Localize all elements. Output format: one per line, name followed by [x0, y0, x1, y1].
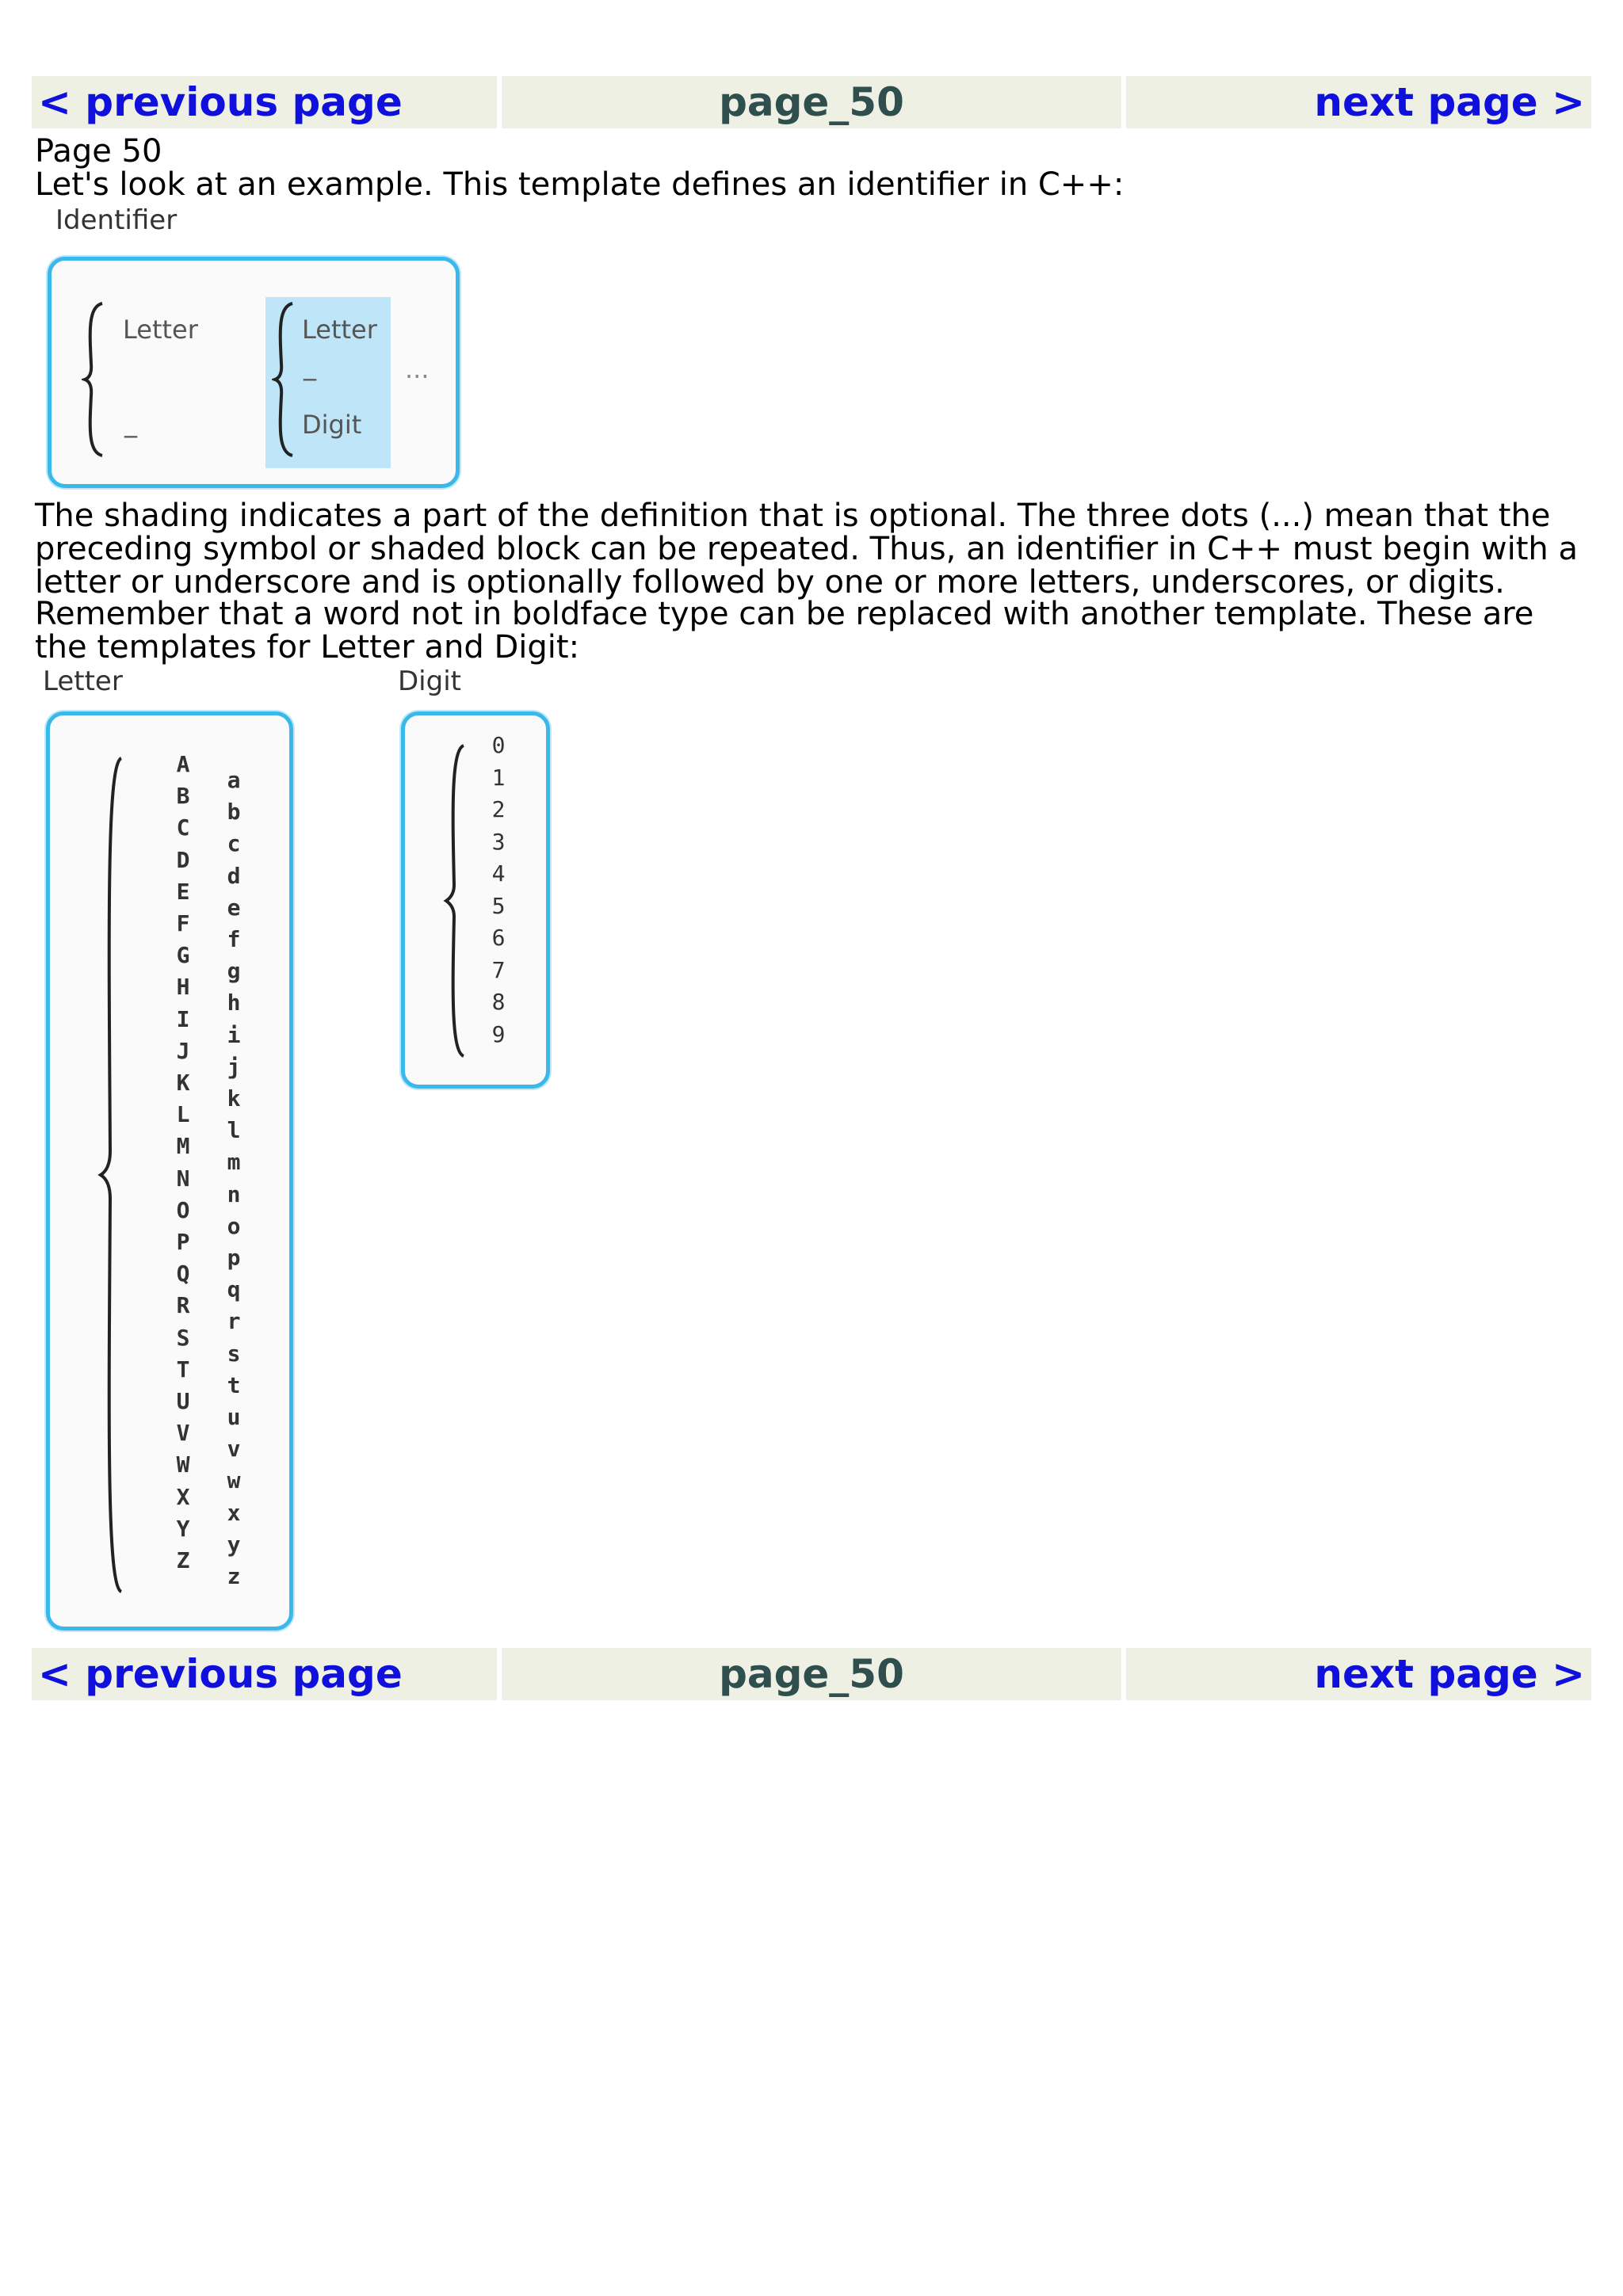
templates-intro: Remember that a word not in boldface type can be replaced with another template. These are the templates for Letter and Digit: [35, 596, 1534, 666]
bottom-nav [32, 1648, 1594, 1700]
next-page-link[interactable]: next page > [1126, 1648, 1591, 1700]
page-title: page_50 [502, 76, 1121, 128]
optional-underscore-option: _ [304, 351, 316, 381]
shading-explanation: The shading indicates a part of the definition that is optional. The three dots (...) mean that the preceding symbol or shaded block can be repeated. Thus, an identifier in C++ must begin with a letter or underscore and is optionally followed by one or more letters, underscores, or digits. [35, 498, 1578, 601]
identifier-figure-title: Identifier [55, 204, 178, 236]
optional-digit-option: Digit [302, 410, 362, 440]
repeat-ellipsis: ... [405, 354, 430, 384]
top-nav [32, 76, 1594, 128]
left-brace-icon [97, 755, 124, 1595]
previous-page-link[interactable]: < previous page [32, 1648, 497, 1700]
previous-page-link[interactable]: < previous page [32, 76, 497, 128]
intro-text: Let's look at an example. This template defines an identifier in C++: [35, 166, 1125, 203]
letter-figure-title: Letter [43, 666, 123, 697]
letter-template-box [46, 711, 293, 1630]
page-title: page_50 [502, 1648, 1121, 1700]
page-label: Page 50 [35, 133, 162, 170]
identifier-underscore-option: _ [124, 408, 137, 438]
next-page-link[interactable]: next page > [1126, 76, 1591, 128]
optional-letter-option: Letter [302, 315, 377, 345]
identifier-letter-option: Letter [123, 315, 198, 345]
uppercase-letters: A B C D E F G H I J K L M N O P Q R S T U V W X Y Z [176, 751, 190, 1574]
digit-template-box [401, 711, 550, 1089]
digit-list: 0 1 2 3 4 5 6 7 8 9 [491, 732, 506, 1047]
digit-figure-title: Digit [398, 666, 461, 697]
identifier-template-box [48, 257, 460, 488]
lowercase-letters: a b c d e f g h i j k l m n o p q r s t u v w x y z [227, 767, 241, 1590]
left-brace-icon [443, 742, 467, 1059]
left-brace-icon [82, 300, 105, 459]
left-brace-icon [272, 300, 296, 459]
